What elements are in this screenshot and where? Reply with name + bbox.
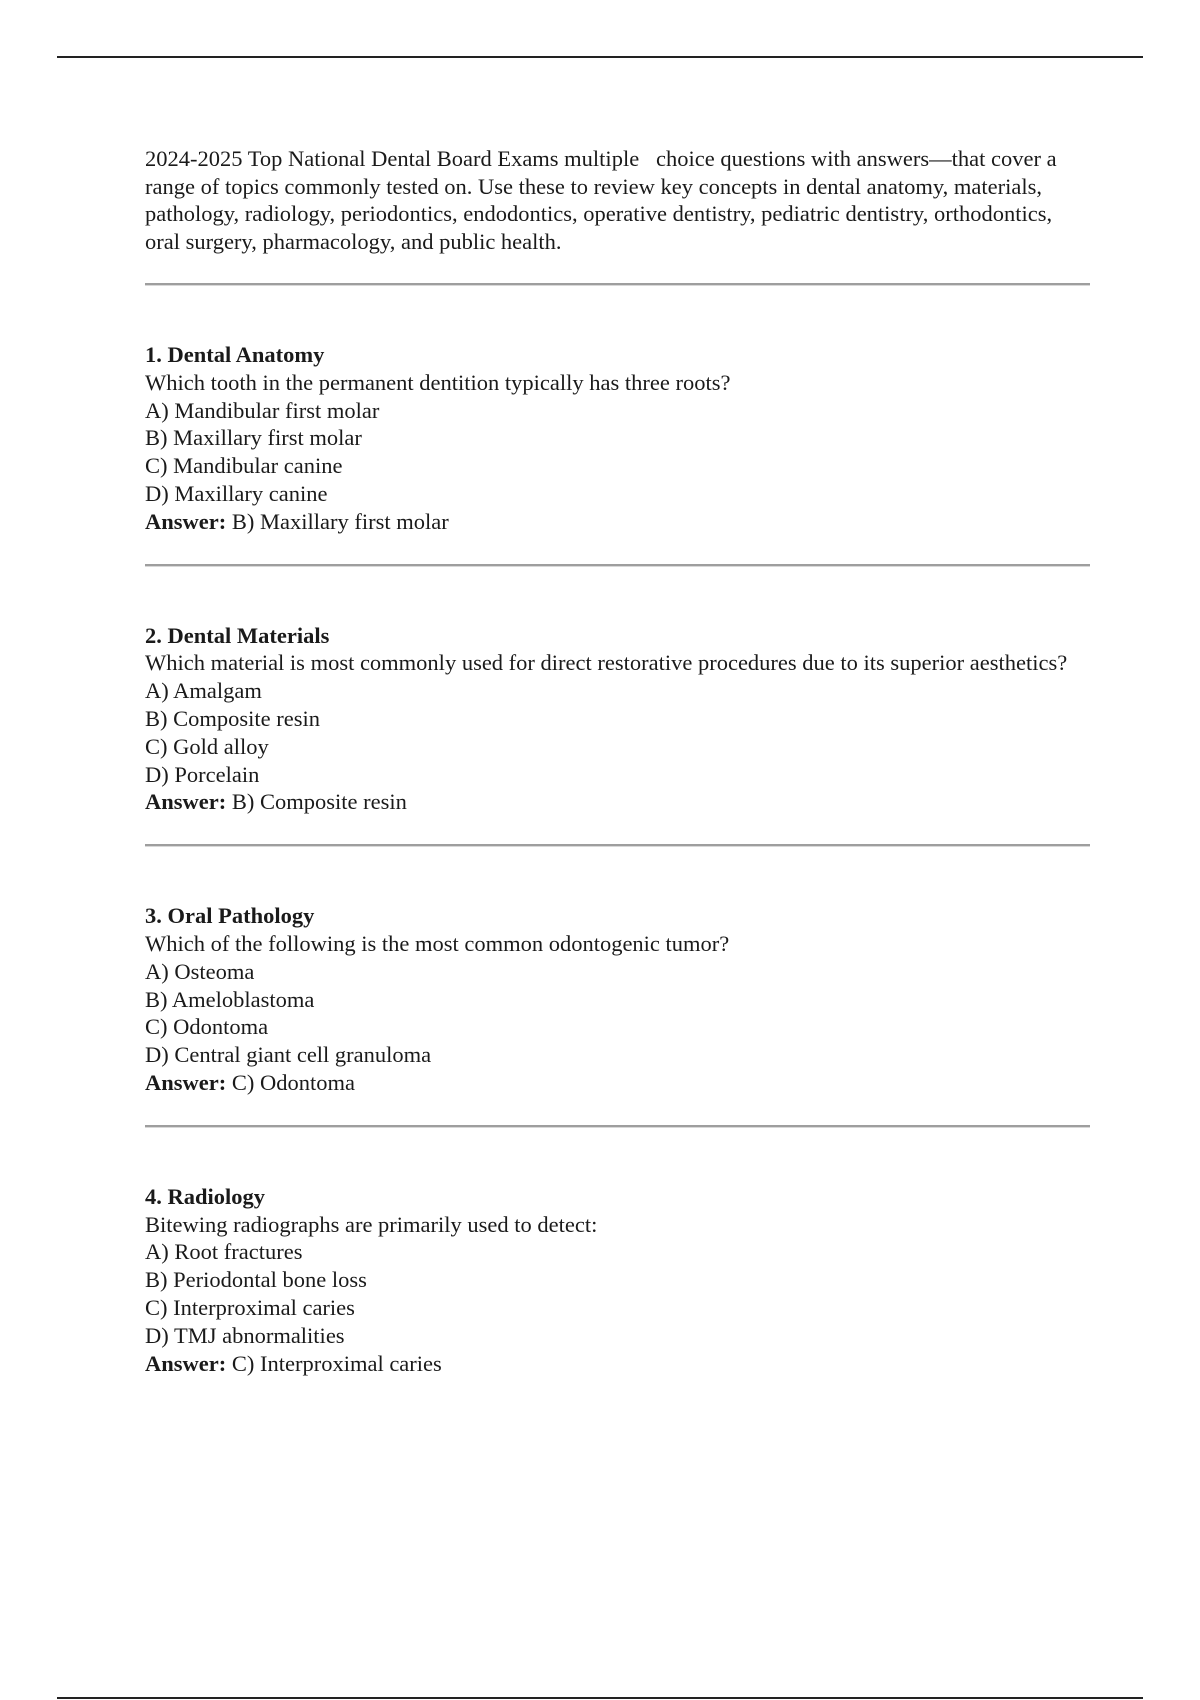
answer-line — [145, 508, 1090, 536]
question-block-2 — [145, 622, 1090, 817]
page-bottom-rule — [57, 1697, 1143, 1699]
question-text: Which of the following is the most common odontogenic tumor? — [145, 930, 730, 956]
option-a: A) Osteoma — [145, 958, 255, 984]
option-d: D) Porcelain — [145, 761, 260, 787]
answer-value: C) Interproximal caries — [231, 1350, 442, 1376]
answer-value: B) Composite resin — [231, 789, 407, 815]
answer-line — [145, 1350, 1090, 1378]
option-c: C) Odontoma — [145, 1014, 269, 1040]
option-c: C) Gold alloy — [145, 733, 269, 759]
page-top-rule — [57, 56, 1143, 58]
question-text: Which tooth in the permanent dentition typically has three roots? — [145, 369, 731, 395]
question-heading: 1. Dental Anatomy — [145, 342, 325, 367]
option-b: B) Composite resin — [145, 705, 320, 731]
question-block-1 — [145, 341, 1090, 536]
section-separator — [145, 564, 1090, 567]
option-d: D) TMJ abnormalities — [145, 1322, 345, 1348]
answer-value: C) Odontoma — [231, 1069, 355, 1095]
option-b: B) Ameloblastoma — [145, 986, 315, 1012]
option-d: D) Central giant cell granuloma — [145, 1042, 432, 1068]
intro-paragraph: 2024-2025 Top National Dental Board Exams multiple choice questions with answers—that cover a range of topics commonly tested on. Use these to review key concepts in dental anatomy, materials, pathology, radiology, periodontics, endodontics, operative dentistry, pediatric dentistry, orthodontics, oral surgery, pharmacology, and public health. — [145, 146, 1063, 254]
answer-label: Answer: — [145, 1350, 227, 1376]
answer-label: Answer: — [145, 1069, 227, 1095]
option-b: B) Maxillary first molar — [145, 425, 362, 451]
question-block-3 — [145, 902, 1090, 1097]
section-separator — [145, 1125, 1090, 1128]
option-a: A) Amalgam — [145, 678, 262, 704]
answer-line — [145, 1069, 1090, 1097]
answer-label: Answer: — [145, 789, 227, 815]
option-a: A) Mandibular first molar — [145, 397, 380, 423]
answer-label: Answer: — [145, 508, 227, 534]
question-text: Which material is most commonly used for direct restorative procedures due to its superior aesthetics? — [145, 650, 1068, 676]
question-block-4 — [145, 1183, 1090, 1378]
question-heading: 3. Oral Pathology — [145, 903, 315, 929]
section-separator — [145, 283, 1090, 286]
answer-line — [145, 788, 1090, 816]
option-d: D) Maxillary canine — [145, 480, 328, 506]
option-b: B) Periodontal bone loss — [145, 1267, 367, 1293]
question-heading: 2. Dental Materials — [145, 622, 330, 648]
question-text: Bitewing radiographs are primarily used to detect: — [145, 1211, 598, 1237]
option-a: A) Root fractures — [145, 1239, 303, 1265]
answer-value: B) Maxillary first molar — [231, 508, 449, 534]
option-c: C) Interproximal caries — [145, 1294, 355, 1320]
option-c: C) Mandibular canine — [145, 453, 343, 479]
question-heading: 4. Radiology — [145, 1183, 266, 1209]
document-body — [145, 145, 1090, 1377]
section-separator — [145, 844, 1090, 847]
